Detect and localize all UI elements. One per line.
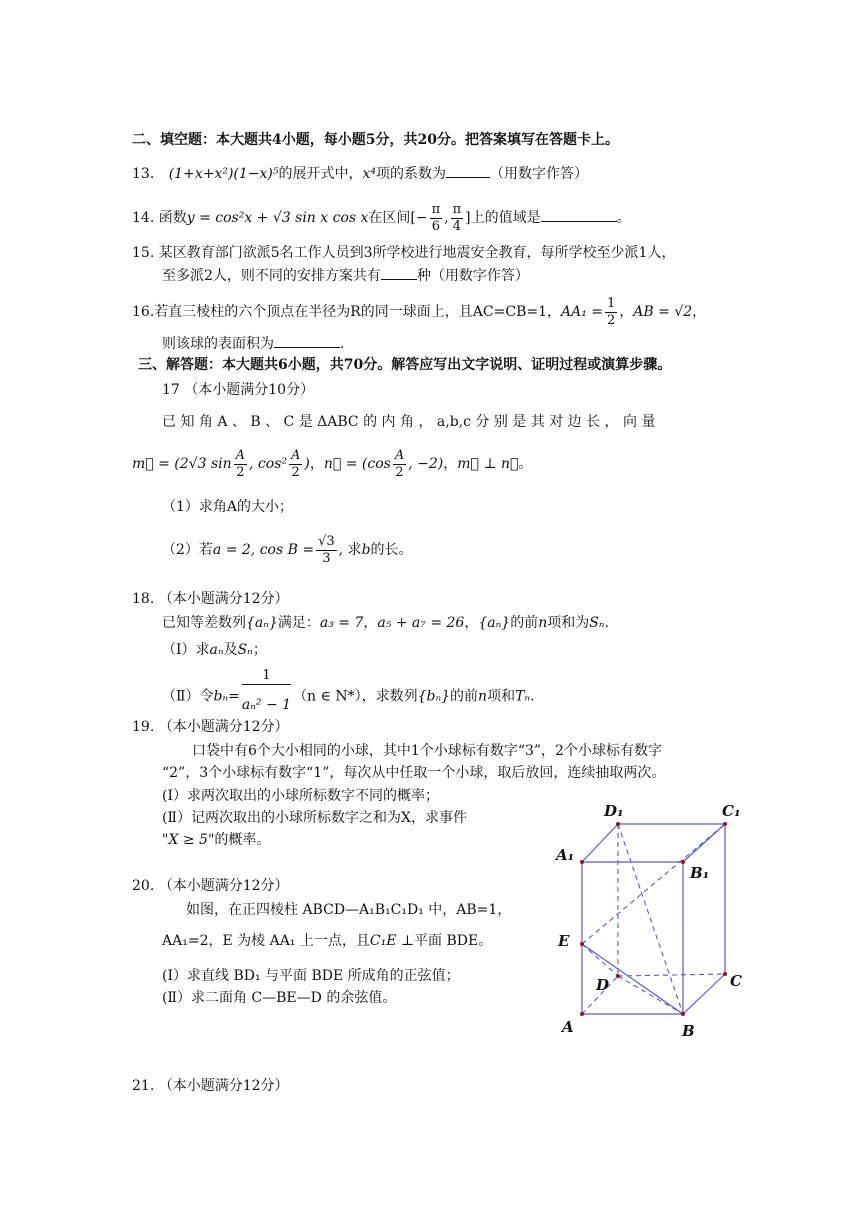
q18-part2: （Ⅱ）令bₙ= $\frac{1}{\text{aₙ² − 1}} (n$ ∈ N*），求数列{bₙ}的前n项和Tₙ. bbox=[162, 668, 535, 725]
q18-part1: （Ⅰ）求aₙ及Sₙ； bbox=[162, 642, 267, 658]
q17-p2-frac: $\frac{√3}{3}$ bbox=[318, 533, 335, 566]
q21-head: 21. （本小题满分12分） bbox=[132, 1078, 289, 1094]
q17-end: 。 bbox=[518, 456, 533, 472]
q13-text1: 的展开式中， bbox=[278, 166, 363, 182]
q17-part1: （1）求角A的大小； bbox=[162, 499, 294, 515]
q14-answer-blank[interactable] bbox=[541, 207, 617, 222]
label-A1: A₁ bbox=[556, 846, 575, 864]
q17-vectors bbox=[132, 446, 532, 482]
q17-p2b: a = 2, cos B = bbox=[212, 542, 315, 558]
q17-part2 bbox=[162, 530, 413, 570]
q17-m-frac2: $\frac{A}{2}$ bbox=[291, 447, 301, 480]
label-B: B bbox=[682, 1022, 695, 1040]
q17-n-part1: n⃗ = (cos bbox=[323, 456, 391, 472]
q15-number: 15. bbox=[132, 245, 155, 261]
q13-term: x⁴ bbox=[362, 166, 376, 182]
q16-number: 16. bbox=[132, 304, 155, 320]
label-A: A bbox=[562, 1018, 574, 1036]
q17-head: 17 （本小题满分10分） bbox=[162, 382, 315, 398]
q20-part2: (Ⅱ）求二面角 C—BE—D 的余弦值。 bbox=[162, 990, 397, 1006]
q14-bracket-right: ] bbox=[465, 210, 471, 226]
q14-comma: , bbox=[444, 210, 449, 226]
q19-head: 19. （本小题满分12分） bbox=[132, 719, 289, 735]
q13-number: 13. bbox=[132, 166, 155, 182]
q20-line1: 如图，在正四棱柱 ABCD—A₁B₁C₁D₁ 中，AB=1， bbox=[186, 902, 512, 918]
q14-text2: 在区间 bbox=[368, 210, 411, 226]
q17-perp: m⃗ ⊥ n⃗ bbox=[457, 456, 519, 472]
label-E: E bbox=[558, 932, 570, 950]
label-C1: C₁ bbox=[722, 802, 741, 820]
q17-m-part1: m⃗ = (2√3 sin bbox=[132, 456, 232, 472]
q16-sep: ， bbox=[619, 304, 634, 320]
q16-end: ， bbox=[692, 304, 707, 320]
q17-sep1: ， bbox=[309, 456, 324, 472]
q14-expr: y = cos²x + √3 sin x cos x bbox=[186, 210, 369, 226]
q17-m-frac1: $\frac{A}{2}$ bbox=[235, 447, 246, 480]
q13-text3: （用数字作答） bbox=[490, 166, 588, 182]
q15-text-line1: 某区教育部门欲派5名工作人员到3所学校进行地震安全教育，每所学校至少派1人， bbox=[158, 245, 676, 261]
q18-frac: $\frac{1}{\text{aₙ² − 1}}$ bbox=[241, 668, 292, 713]
q16-line1 bbox=[132, 294, 706, 330]
q13-text2: 项的系数为 bbox=[376, 166, 446, 182]
q19-part2: (Ⅱ）记两次取出的小球所标数字之和为X，求事件 bbox=[162, 810, 467, 826]
q16-frac: $\frac{1}{2}$ bbox=[607, 295, 616, 328]
q16-text1: 若直三棱柱的六个顶点在半径为R的同一球面上，且AC=CB=1， bbox=[154, 304, 561, 320]
q19-line1: 口袋中有6个大小相同的小球，其中1个小球标有数字“3”，2个小球标有数字 bbox=[192, 743, 662, 759]
label-B1: B₁ bbox=[690, 864, 710, 882]
q15-line1 bbox=[132, 243, 675, 263]
q17-n-part2: , −2) bbox=[408, 456, 444, 472]
q19-part1: (Ⅰ）求两次取出的小球所标数字不同的概率； bbox=[162, 788, 439, 804]
q20-head: 20. （本小题满分12分） bbox=[132, 878, 289, 894]
q16-line2 bbox=[162, 333, 344, 354]
q18-head: 18. （本小题满分12分） bbox=[132, 591, 289, 607]
q14-frac1: $\frac{\pi}{6}$ bbox=[431, 201, 441, 234]
label-D1: D₁ bbox=[604, 802, 624, 820]
q14-text4: 。 bbox=[616, 210, 631, 226]
q16-text-line2b: . bbox=[340, 336, 345, 352]
q14-number: 14. bbox=[132, 210, 155, 226]
q14-bracket-left: [− bbox=[410, 210, 428, 226]
q19-part3: "X ≥ 5"的概率。 bbox=[162, 832, 271, 848]
label-C: C bbox=[730, 972, 742, 990]
q17-line1: 已 知 角 A 、 B 、 C 是 ΔABC 的 内 角 ， a,b,c 分 别 是 其 对 边 长 ， 向 量 bbox=[162, 414, 656, 430]
q15-answer-blank[interactable] bbox=[381, 265, 417, 280]
q14 bbox=[132, 200, 631, 236]
q20-part1: (Ⅰ）求直线 BD₁ 与平面 BDE 所成角的正弦值； bbox=[162, 968, 460, 984]
q17-sep2: ， bbox=[443, 456, 458, 472]
q16-answer-blank[interactable] bbox=[274, 333, 340, 348]
q14-text1: 函数 bbox=[158, 210, 187, 226]
label-D: D bbox=[596, 976, 610, 994]
q15-text-line2a: 至多派2人，则不同的安排方案共有 bbox=[162, 268, 381, 284]
q17-p2c: , 求 bbox=[338, 542, 362, 558]
q15-line2 bbox=[162, 265, 529, 286]
q19-line2: “2”，3个小球标有数字“1”，每次从中任取一个小球，取后放回，连续抽取两次。 bbox=[162, 765, 666, 781]
q20-line2: AA₁=2，E 为棱 AA₁ 上一点，且C₁E ⊥平面 BDE。 bbox=[162, 933, 493, 949]
q15-text-line2b: 种（用数字作答） bbox=[416, 268, 529, 284]
q17-p2v: b bbox=[361, 542, 371, 558]
q13 bbox=[132, 163, 588, 184]
q17-m-part3: ) bbox=[304, 456, 310, 472]
q13-expr: (1+x+x²)(1−x)⁵ bbox=[168, 166, 279, 182]
q16-text-line2a: 则该球的表面积为 bbox=[162, 336, 274, 352]
q16-ab: AB = √2 bbox=[633, 304, 693, 320]
q13-answer-blank[interactable] bbox=[446, 163, 490, 178]
q18-line1: 已知等差数列{aₙ}满足：a₃ = 7，a₅ + a₇ = 26，{aₙ}的前n项和为Sₙ. bbox=[162, 615, 609, 631]
q16-aa1: AA₁ = bbox=[561, 304, 604, 320]
section3-header: 三、解答题：本大题共6小题，共70分。解答应写出文字说明、证明过程或演算步骤。 bbox=[138, 357, 672, 373]
q14-text3: 上的值域是 bbox=[470, 210, 541, 226]
q17-n-frac: $\frac{A}{2}$ bbox=[394, 447, 405, 480]
q17-p2a: （2）若 bbox=[162, 542, 213, 558]
q14-frac2: $\frac{\pi}{4}$ bbox=[452, 201, 462, 234]
section2-header: 二、填空题：本大题共4小题，每小题5分，共20分。把答案填写在答题卡上。 bbox=[132, 132, 619, 148]
q17-m-part2: , cos² bbox=[249, 456, 287, 472]
q17-p2e: 的长。 bbox=[370, 542, 413, 558]
prism-figure bbox=[548, 798, 748, 1046]
